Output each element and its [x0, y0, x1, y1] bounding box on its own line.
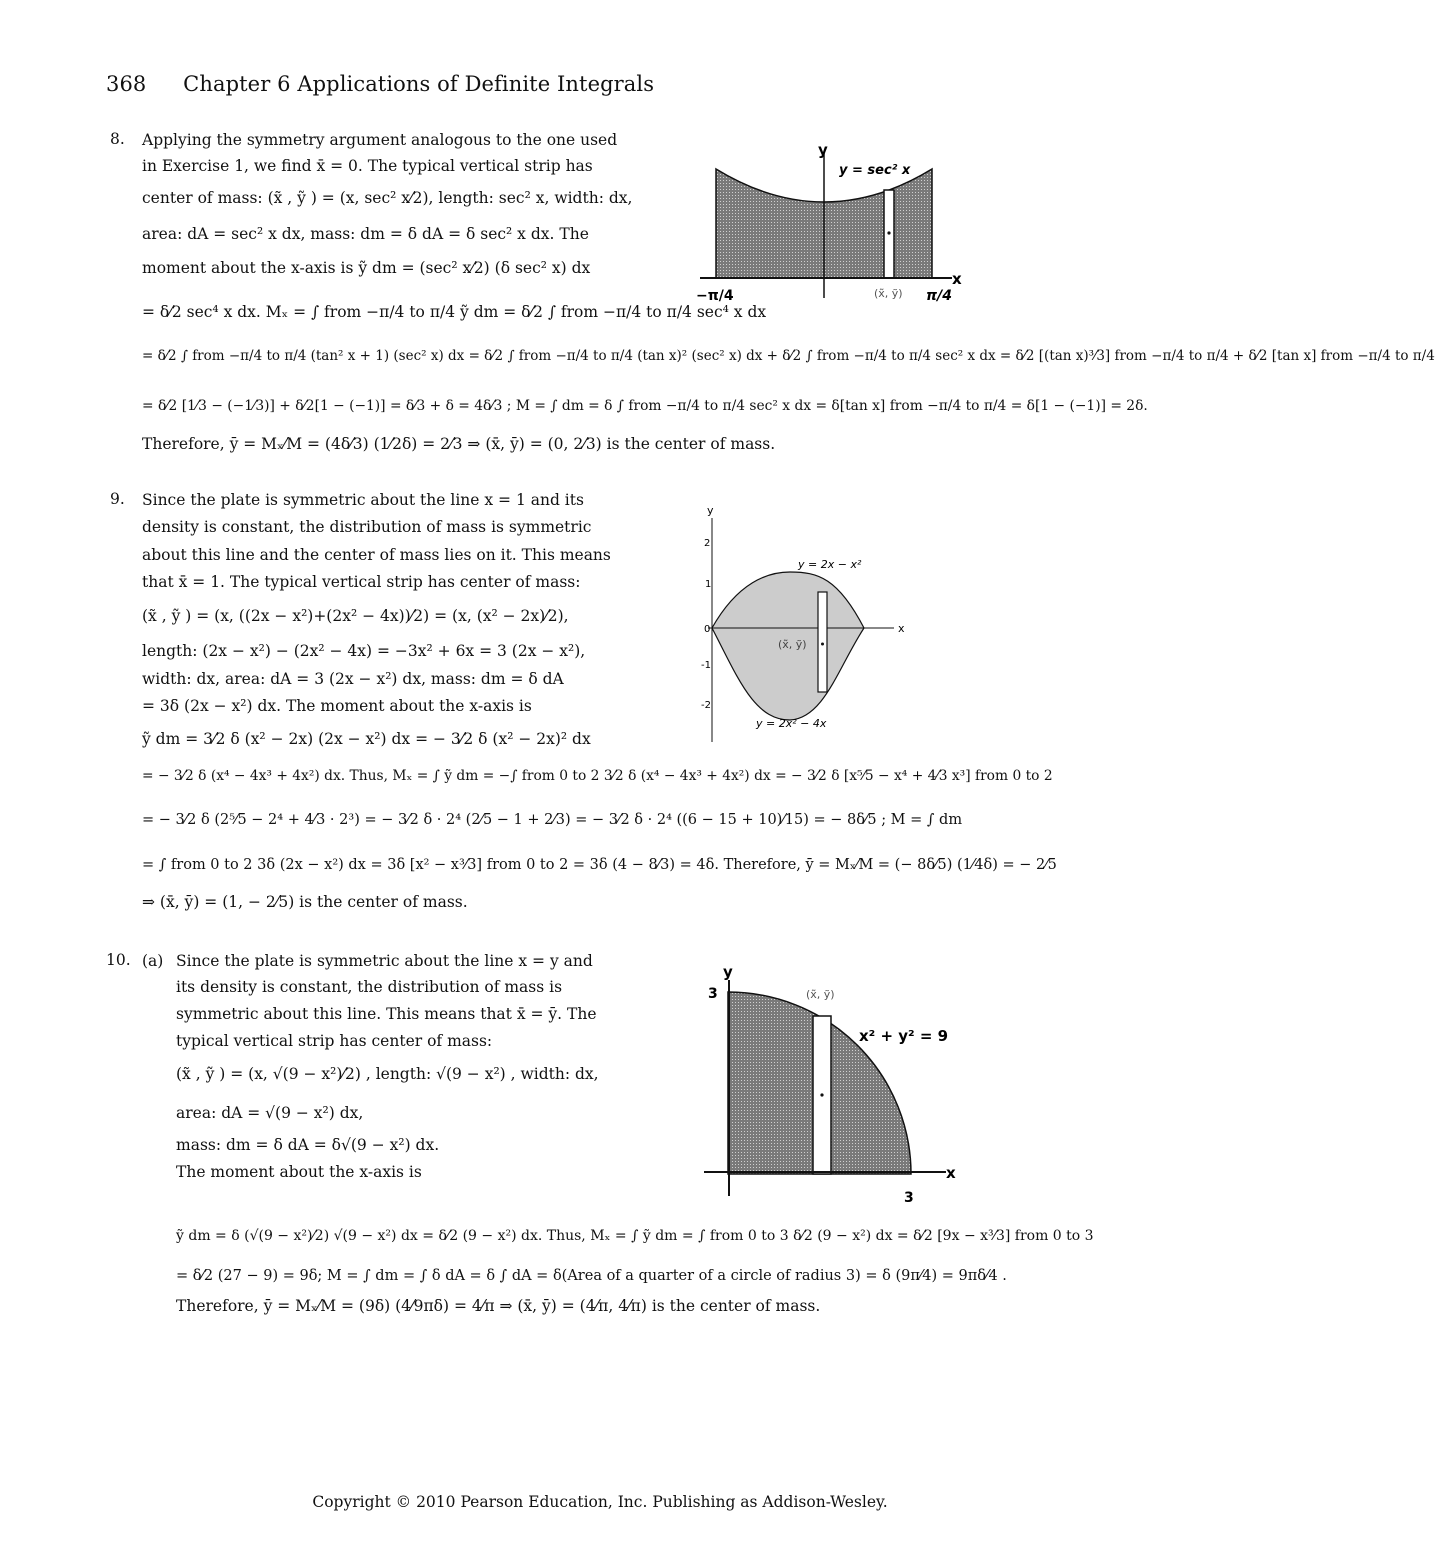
ex10-line-4: typical vertical strip has center of mass: — [176, 1032, 493, 1050]
upper-curve-label-9: y = 2x − x² — [798, 558, 862, 571]
ex8-line-4: area: dA = sec² x dx, mass: dm = δ dA = δ sec² x dx. The — [142, 225, 589, 243]
tick-x3-10: 3 — [904, 1190, 914, 1206]
center-dot-9 — [821, 643, 824, 646]
tick-1-9: 1 — [705, 579, 712, 590]
curve-label-10: x² + y² = 9 — [859, 1027, 949, 1045]
exercise-9-number: 9. — [110, 490, 125, 508]
ex10-line-11: Therefore, ȳ = Mₓ⁄M = (9δ) (4⁄9πδ) = 4⁄π ⇒ (x̄, ȳ) = (4⁄π, 4⁄π) is the center of mass. — [176, 1297, 821, 1315]
ex8-line-6: = δ⁄2 sec⁴ x dx. Mₓ = ∫ from −π/4 to π/4 ỹ dm = δ⁄2 ∫ from −π/4 to π/4 sec⁴ x dx — [142, 303, 767, 321]
ex9-line-2: density is constant, the distribution of mass is symmetric — [142, 518, 592, 536]
ex9-line-5: (x̃ , ỹ ) = (x, ((2x − x²)+(2x² − 4x))⁄2) = (x, (x² − 2x)⁄2), — [142, 607, 569, 625]
y-label-8: y — [818, 141, 828, 159]
ex9-line-7: width: dx, area: dA = 3 (2x − x²) dx, mass: dm = δ dA — [142, 670, 564, 688]
x-label-10: x — [946, 1164, 956, 1182]
ex9-line-1: Since the plate is symmetric about the line x = 1 and its — [142, 491, 584, 509]
ex9-line-3: about this line and the center of mass lies on it. This means — [142, 546, 611, 564]
ex10-line-8: The moment about the x-axis is — [176, 1163, 422, 1181]
ex8-line-5: moment about the x-axis is ỹ dm = (sec² x⁄2) (δ sec² x) dx — [142, 259, 591, 277]
chapter-title: Chapter 6 Applications of Definite Integrals — [183, 72, 655, 96]
ex10-line-1: Since the plate is symmetric about the line x = y and — [176, 952, 593, 970]
tick-0-9: 0 — [704, 624, 711, 635]
curve-label-8: y = sec² x — [839, 163, 911, 178]
ex9-line-9: ỹ dm = 3⁄2 δ (x² − 2x) (2x − x²) dx = − 3⁄2 δ (x² − 2x)² dx — [142, 730, 591, 748]
ex8-line-8: = δ⁄2 [1⁄3 − (−1⁄3)] + δ⁄2[1 − (−1)] = δ⁄3 + δ = 4δ⁄3 ; M = ∫ dm = δ ∫ from −π/4 to π/4 sec² x dx = δ[tan x] from −π/4 to π/4 = δ[1 − (−1)] = 2δ. — [142, 398, 1148, 414]
ex8-line-1: Applying the symmetry argument analogous to the one used — [142, 131, 618, 149]
ex10-line-3: symmetric about this line. This means that x̄ = ȳ. The — [176, 1005, 597, 1023]
point-label-10: (x̃, ỹ) — [806, 988, 835, 1001]
page-number: 368 — [106, 72, 147, 96]
y-label-10: y — [723, 963, 733, 981]
ex8-line-9: Therefore, ȳ = Mₓ⁄M = (4δ⁄3) (1⁄2δ) = 2⁄3 ⇒ (x̄, ȳ) = (0, 2⁄3) is the center of mass. — [142, 435, 776, 453]
ex9-line-6: length: (2x − x²) − (2x² − 4x) = −3x² + 6x = 3 (2x − x²), — [142, 642, 586, 660]
figure-sec-squared — [696, 138, 980, 308]
tick-y3-10: 3 — [708, 986, 718, 1002]
x-label-9: x — [898, 622, 905, 635]
x-label-8: x — [952, 270, 962, 288]
exercise-10-number: 10. — [106, 951, 131, 969]
figure-quarter-circle — [696, 960, 976, 1210]
ex10-line-10: = δ⁄2 (27 − 9) = 9δ; M = ∫ dm = ∫ δ dA = δ ∫ dA = δ(Area of a quarter of a circle of radius 3) = δ (9π⁄4) = 9πδ⁄4 . — [176, 1268, 1007, 1284]
ex8-line-7: = δ⁄2 ∫ from −π/4 to π/4 (tan² x + 1) (sec² x) dx = δ⁄2 ∫ from −π/4 to π/4 (tan x)² (sec² x) dx + δ⁄2 ∫ from −π/4 to π/4 sec² x dx = δ⁄2 [(tan x)³⁄3] from −π/4 to π/4 + δ⁄2 [tan x] from −π/4 to π/4 — [142, 348, 1435, 364]
lower-curve-label-9: y = 2x² − 4x — [756, 717, 827, 730]
ex8-line-3: center of mass: (x̃ , ỹ ) = (x, sec² x⁄2), length: sec² x, width: dx, — [142, 189, 633, 207]
ex9-line-12: = ∫ from 0 to 2 3δ (2x − x²) dx = 3δ [x² − x³⁄3] from 0 to 2 = 3δ (4 − 8⁄3) = 4δ. Therefore, ȳ = Mₓ⁄M = (− 8δ⁄5) (1⁄4δ) = − 2⁄5 — [142, 857, 1057, 873]
point-label-9: (x̃, ỹ) — [778, 638, 807, 651]
y-label-9: y — [707, 504, 714, 517]
ex10-line-7: mass: dm = δ dA = δ√(9 − x²) dx. — [176, 1136, 440, 1154]
ex10-line-2: its density is constant, the distribution of mass is — [176, 978, 563, 996]
tick-m2-9: -2 — [701, 700, 711, 711]
center-dot-10 — [820, 1093, 823, 1096]
center-dot-8 — [887, 231, 890, 234]
copyright-footer: Copyright © 2010 Pearson Education, Inc. Publishing as Addison-Wesley. — [312, 1493, 888, 1511]
ex10-line-5: (x̃ , ỹ ) = (x, √(9 − x²)⁄2) , length: √(9 − x²) , width: dx, — [176, 1065, 599, 1083]
figure-parabolas — [698, 498, 922, 748]
ex9-line-4: that x̄ = 1. The typical vertical strip has center of mass: — [142, 573, 581, 591]
ex9-line-8: = 3δ (2x − x²) dx. The moment about the x-axis is — [142, 697, 532, 715]
ex10-line-9: ỹ dm = δ (√(9 − x²)⁄2) √(9 − x²) dx = δ⁄2 (9 − x²) dx. Thus, Mₓ = ∫ ỹ dm = ∫ from 0 to 3 δ⁄2 (9 − x²) dx = δ⁄2 [9x − x³⁄3] from 0 to 3 — [176, 1228, 1094, 1244]
right-tick-8: π/4 — [926, 288, 952, 304]
ex10-line-6: area: dA = √(9 − x²) dx, — [176, 1104, 364, 1122]
ex9-line-11: = − 3⁄2 δ (2⁵⁄5 − 2⁴ + 4⁄3 · 2³) = − 3⁄2 δ · 2⁴ (2⁄5 − 1 + 2⁄3) = − 3⁄2 δ · 2⁴ ((6 − 15 + 10)⁄15) = − 8δ⁄5 ; M = ∫ dm — [142, 812, 963, 828]
ex8-line-2: in Exercise 1, we find x̄ = 0. The typical vertical strip has — [142, 157, 593, 175]
ex9-line-13: ⇒ (x̄, ȳ) = (1, − 2⁄5) is the center of mass. — [142, 893, 468, 911]
ex10-part-label: (a) — [142, 952, 164, 970]
point-label-8: (x̃, ỹ) — [874, 287, 903, 300]
exercise-8-number: 8. — [110, 130, 125, 148]
ex9-line-10: = − 3⁄2 δ (x⁴ − 4x³ + 4x²) dx. Thus, Mₓ = ∫ ỹ dm = −∫ from 0 to 2 3⁄2 δ (x⁴ − 4x³ + 4x²) dx = − 3⁄2 δ [x⁵⁄5 − x⁴ + 4⁄3 x³] from 0 to 2 — [142, 768, 1053, 784]
vertical-strip-9 — [818, 592, 827, 692]
page-header — [106, 72, 654, 96]
tick-2-9: 2 — [704, 538, 711, 549]
tick-m1-9: -1 — [701, 660, 711, 671]
left-tick-8: −π/4 — [696, 288, 734, 304]
